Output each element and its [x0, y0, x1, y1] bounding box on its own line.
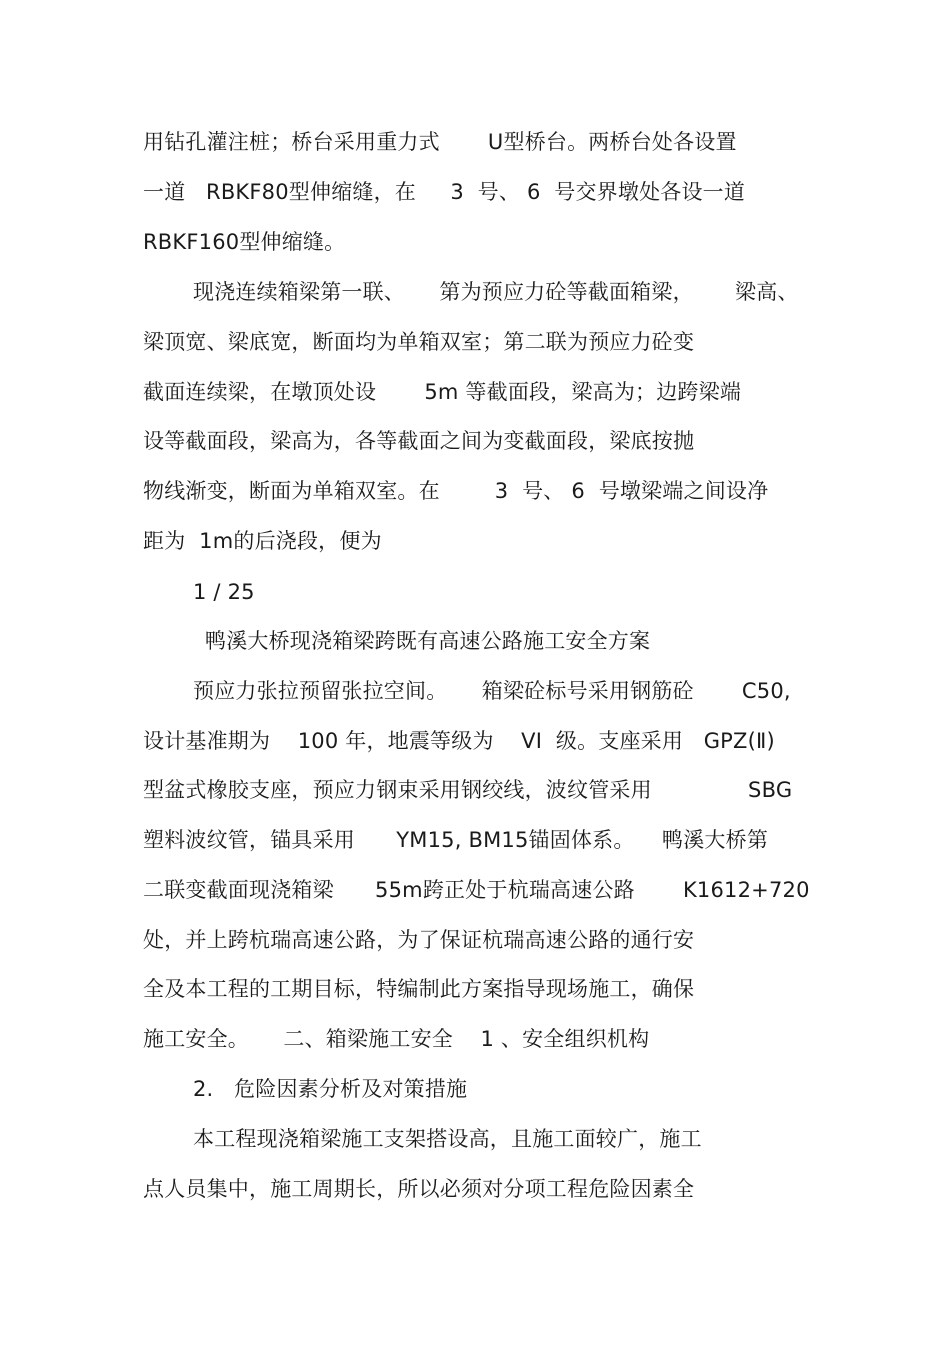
text-line: 距为 1m的后浇段，便为: [143, 529, 382, 553]
text-line: 型盆式橡胶支座，预应力钢束采用钢绞线，波纹管采用 SBG: [143, 778, 793, 802]
text-line: 塑料波纹管，锚具采用 YM15, BM15锚固体系。 鸭溪大桥第: [143, 828, 769, 852]
text-line: 处，并上跨杭瑞高速公路，为了保证杭瑞高速公路的通行安: [143, 928, 695, 952]
section-title: 鸭溪大桥现浇箱梁跨既有高速公路施工安全方案: [205, 629, 651, 653]
text-line: 点人员集中，施工周期长，所以必须对分项工程危险因素全: [143, 1177, 695, 1201]
text-line: 二联变截面现浇箱梁 55m跨正处于杭瑞高速公路 K1612+720: [143, 878, 810, 902]
page-number: 1 / 25: [193, 580, 255, 604]
text-line: 截面连续梁，在墩顶处设 5m 等截面段，梁高为；边跨梁端: [143, 380, 742, 404]
text-line: 物线渐变，断面为单箱双室。在 3 号、 6 号墩梁端之间设净: [143, 479, 769, 503]
text-line: 施工安全。 二、箱梁施工安全 1 、安全组织机构: [143, 1027, 650, 1051]
text-line: 全及本工程的工期目标，特编制此方案指导现场施工，确保: [143, 977, 695, 1001]
text-line: 梁顶宽、梁底宽，断面均为单箱双室；第二联为预应力砼变: [143, 330, 695, 354]
text-line: 用钻孔灌注桩；桥台采用重力式 U型桥台。两桥台处各设置: [143, 130, 737, 154]
text-line: RBKF160型伸缩缝。: [143, 230, 346, 254]
text-line: 一道 RBKF80型伸缩缝，在 3 号、 6 号交界墩处各设一道: [143, 180, 746, 204]
text-line: 预应力张拉预留张拉空间。 箱梁砼标号采用钢筋砼 C50,: [193, 679, 791, 703]
text-line: 设计基准期为 100 年，地震等级为 VI 级。支座采用 GPZ(Ⅱ): [143, 729, 775, 753]
heading-line: 2. 危险因素分析及对策措施: [193, 1077, 468, 1101]
text-line: 本工程现浇箱梁施工支架搭设高，且施工面较广，施工: [193, 1127, 702, 1151]
text-line: 设等截面段，梁高为，各等截面之间为变截面段，梁底按抛: [143, 429, 695, 453]
text-line: 现浇连续箱梁第一联、 第为预应力砼等截面箱梁， 梁高、: [193, 280, 799, 304]
